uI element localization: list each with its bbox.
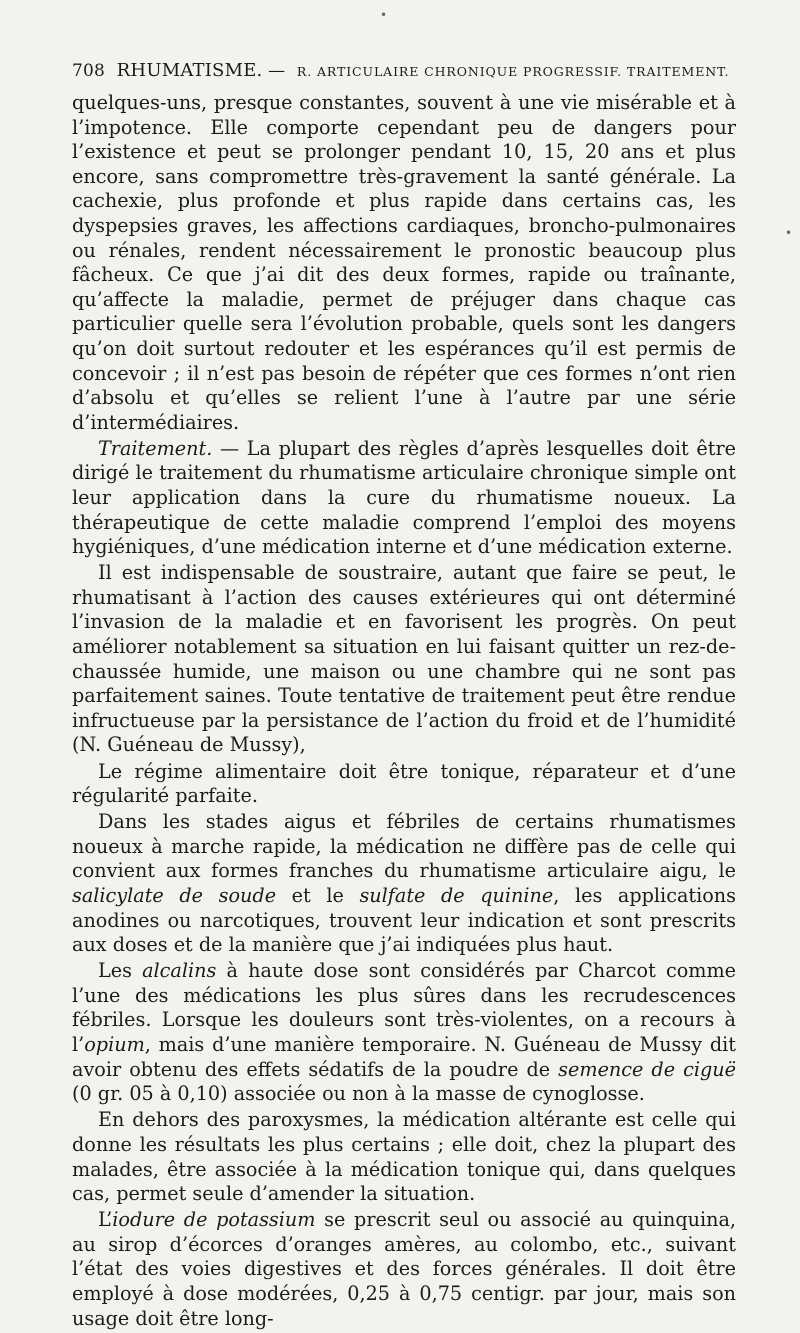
text-run: — La plupart des règles d’après lesquelles doit être dirigé le traitement du rhumatisme articulaire chronique simple ont leur application dans la cure du rhumatisme noueux. La thérapeutique de cette maladie comprend l’emploi des moyens hygiéniques, d’une médication interne et d’une médication externe. bbox=[72, 436, 736, 559]
text-run: En dehors des paroxysmes, la médication altérante est celle qui donne les résultats les plus certains ; elle doit, chez la plupart des malades, être associée à la médication tonique qui, dans quelques cas, permet seule d’amender la situation. bbox=[72, 1108, 736, 1206]
italic-text: Traitement. bbox=[98, 436, 213, 460]
page-number: 708 bbox=[72, 61, 106, 81]
header-dash: — bbox=[268, 61, 286, 81]
speck-mark: • bbox=[380, 8, 388, 22]
text-run: (0 gr. 05 à 0,10) associée ou non à la masse de cynoglosse. bbox=[72, 1082, 645, 1106]
page-body bbox=[72, 91, 736, 1333]
italic-text: semence de ciguë bbox=[558, 1057, 736, 1081]
italic-text: opium bbox=[84, 1033, 145, 1057]
text-run: L’ bbox=[98, 1208, 113, 1232]
running-header bbox=[72, 60, 736, 81]
text-run: , mais d’une manière temporaire. N. Guéneau de Mussy dit avoir obtenu des effets sédatifs de la poudre de bbox=[72, 1033, 736, 1081]
paragraph bbox=[72, 1108, 736, 1206]
text-run: Les bbox=[98, 959, 143, 983]
header-subtitle: R. ARTICULAIRE CHRONIQUE PROGRESSIF. TRAITEMENT. bbox=[296, 64, 730, 79]
text-run: Il est indispensable de soustraire, autant que faire se peut, le rhumatisant à l’action des causes extérieures qui ont déterminé l’invasion de la maladie et en favorisent les progrès. On peut améliorer notablement sa situation en lui faisant quitter un rez-de-chaussée humide, une maison ou une chambre qui ne sont pas parfaitement saines. Toute tentative de traitement peut être rendue infructueuse par la persistance de l’action du froid et de l’humidité (N. Guéneau de Mussy), bbox=[72, 561, 736, 757]
text-run: quelques-uns, presque constantes, souvent à une vie misérable et à l’impotence. Elle comporte cependant peu de dangers pour l’existence et peut se prolonger pendant 10, 15, 20 ans et plus encore, sans compromettre très-gravement la santé générale. La cachexie, plus profonde et plus rapide dans certains cas, les dyspepsies graves, les affections cardiaques, broncho-pulmonaires ou rénales, rendent nécessairement le pronostic beaucoup plus fâcheux. Ce que j’ai dit des deux formes, rapide ou traînante, qu’affecte la maladie, permet de préjuger dans chaque cas particulier quelle sera l’évolution probable, quels sont les dangers qu’on doit surtout redouter et les espérances qu’il est permis de concevoir ; il n’est pas besoin de répéter que ces formes n’ont rien d’absolu et qu’elles se relient l’une à l’autre par une série d’intermédiaires. bbox=[72, 91, 736, 434]
text-run: Dans les stades aigus et fébriles de certains rhumatismes noueux à marche rapide, la médication ne diffère pas de celle qui convient aux formes franches du rhumatisme articulaire aigu, le bbox=[72, 810, 736, 883]
header-title: RHUMATISME. bbox=[116, 60, 263, 81]
paragraph bbox=[72, 760, 736, 809]
paragraph bbox=[72, 959, 736, 1107]
italic-text: iodure de potassium bbox=[112, 1208, 316, 1232]
italic-text: alcalins bbox=[142, 959, 217, 983]
text-run: Le régime alimentaire doit être tonique, réparateur et d’une régularité parfaite. bbox=[72, 759, 736, 808]
text-run: se prescrit seul ou associé au quinquina, au sirop d’écorces d’oranges amères, au colombo, etc., suivant l’état des voies digestives et des forces générales. Il doit être employé à dose modérées, 0,25 à 0,75 centigr. par jour, mais son usage doit être long- bbox=[72, 1208, 737, 1330]
paragraph bbox=[72, 810, 736, 958]
italic-text: salicylate de soude bbox=[72, 884, 277, 907]
text-run: à haute dose sont considérés par Charcot comme l’une des médications les plus sûres dans les recrudescences fébriles. Lorsque les douleurs sont très-violentes, on a recours à l’ bbox=[72, 959, 737, 1057]
text-run: , les applications anodines ou narcotiques, trouvent leur indication et sont prescrits aux doses et de la manière que j’ai indiquées plus haut. bbox=[72, 884, 736, 957]
paragraph bbox=[72, 91, 736, 435]
margin-mark: • bbox=[785, 226, 793, 240]
paragraph bbox=[72, 437, 736, 560]
paragraph bbox=[72, 1208, 736, 1331]
text-run: et le bbox=[276, 884, 360, 907]
italic-text: sulfate de quinine bbox=[359, 884, 554, 907]
paragraph bbox=[72, 561, 736, 758]
